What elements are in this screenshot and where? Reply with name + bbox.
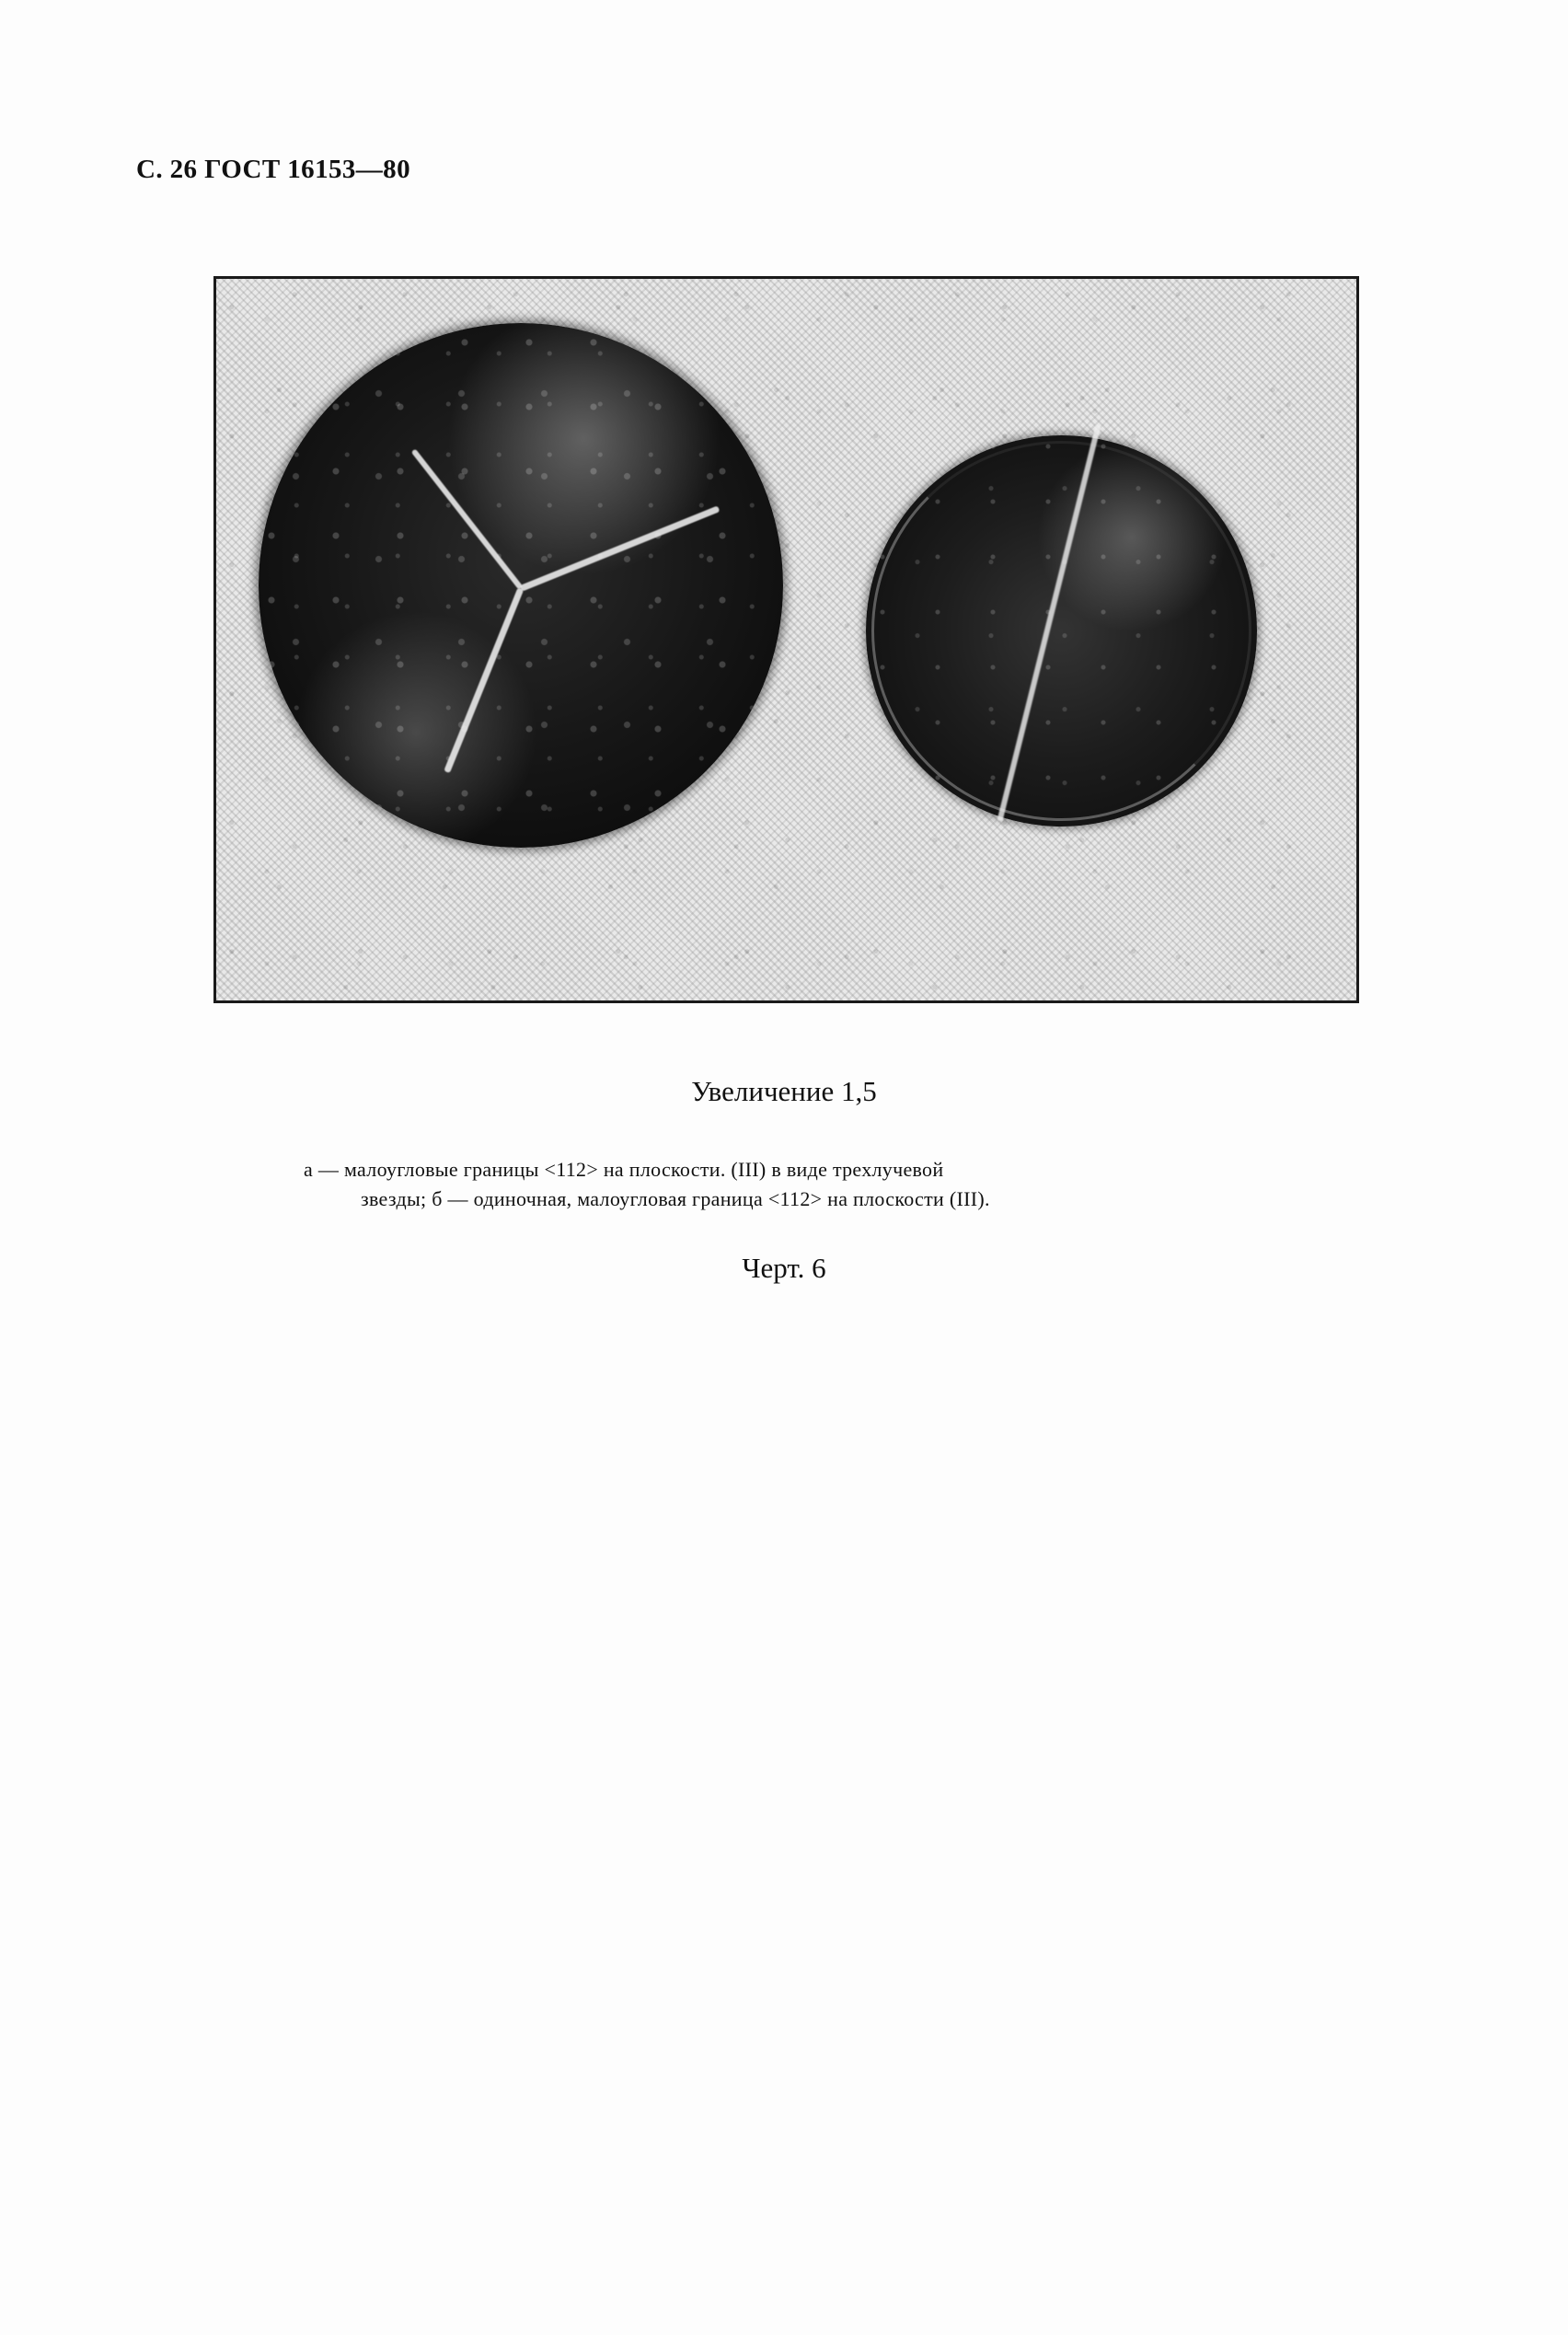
page-header: С. 26 ГОСТ 16153—80 [136, 155, 410, 184]
legend-line-1: а — малоугловые границы <112> на плоскости. (III) в виде трехлучевой [304, 1158, 944, 1181]
figure-frame [213, 276, 1359, 1003]
specimen-a-crystal [259, 323, 783, 848]
magnification-caption: Увеличение 1,5 [691, 1075, 877, 1107]
specimen-b-rim [871, 441, 1251, 821]
figure-legend [304, 1155, 1454, 1214]
specimen-b-crystal [866, 435, 1257, 826]
figure-6 [213, 276, 1359, 1003]
legend-line-2: звезды; б — одиночная, малоугловая граница <112> на плоскости (III). [361, 1186, 990, 1210]
figure-number-caption: Черт. 6 [742, 1252, 826, 1284]
